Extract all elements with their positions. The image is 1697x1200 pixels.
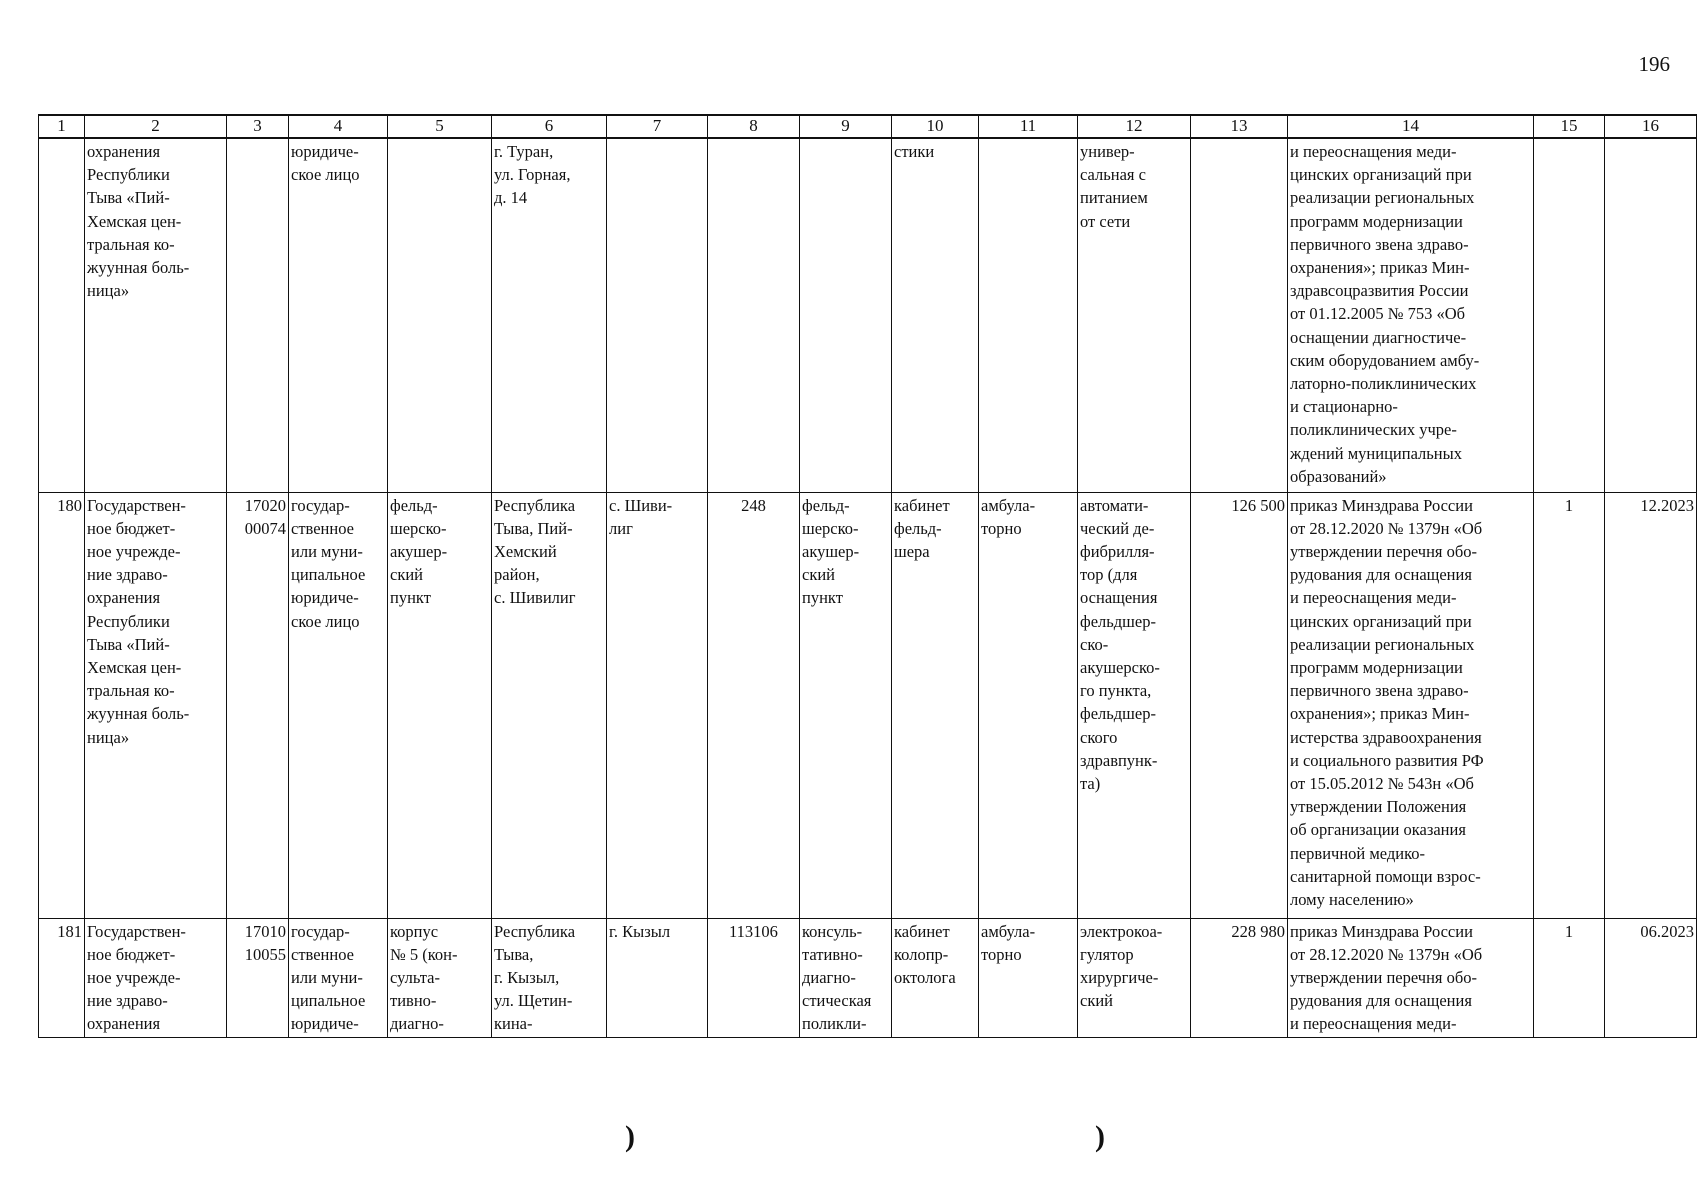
row-number-cell: [39, 138, 85, 492]
basis-cell: приказ Минздрава России от 28.12.2020 № 1379н «Об утверждении перечня обо- рудования для оснащения и переоснащения меди- цинских организаций при реализации региональных программ модернизации первичного звена здраво- охранения»; приказ Мин- истерства здравоохранения и социального развития РФ от 15.05.2012 № 543н «Об утверждении Положения об организации оказания первичной медико- санитарной помощи взрос- лому населению»: [1288, 492, 1534, 918]
unit-cell: фельд- шерско- акушер- ский пункт: [388, 492, 492, 918]
page-number: 196: [1638, 52, 1670, 76]
department-cell: консуль- тативно- диагно- стическая поликли-: [800, 918, 892, 1037]
address-cell: г. Туран, ул. Горная, д. 14: [492, 138, 607, 492]
column-header: 5: [388, 115, 492, 138]
date-cell: 06.2023: [1605, 918, 1697, 1037]
locality-cell: с. Шиви- лиг: [607, 492, 708, 918]
column-header: 12: [1078, 115, 1191, 138]
pen-mark: ): [625, 1120, 635, 1153]
institution-cell: Государствен- ное бюджет- ное учрежде- ние здраво- охранения: [85, 918, 227, 1037]
basis-cell: и переоснащения меди- цинских организаций при реализации региональных программ модернизации первичного звена здраво- охранения»; приказ Мин- здравсоцразвития России от 01.12.2005 № 753 «Об оснащении диагностиче- ским оборудованием амбу- латорно-поликлинических и стационарно- поликлинических учре- ждений муниципальных образований»: [1288, 138, 1534, 492]
column-header: 3: [227, 115, 289, 138]
column-header: 6: [492, 115, 607, 138]
legal-form-cell: государ- ственное или муни- ципальное юридиче-: [289, 918, 388, 1037]
basis-cell: приказ Минздрава России от 28.12.2020 № 1379н «Об утверждении перечня обо- рудования для оснащения и переоснащения меди-: [1288, 918, 1534, 1037]
legal-form-cell: юридиче- ское лицо: [289, 138, 388, 492]
cost-cell: 228 980: [1191, 918, 1288, 1037]
room-cell: кабинет колопр- октолога: [892, 918, 979, 1037]
locality-cell: [607, 138, 708, 492]
table-row: [39, 138, 1697, 492]
room-cell: кабинет фельд- шера: [892, 492, 979, 918]
care-type-cell: [979, 138, 1078, 492]
table-row: [39, 918, 1697, 1037]
column-header: 10: [892, 115, 979, 138]
column-header: 2: [85, 115, 227, 138]
address-cell: Республика Тыва, г. Кызыл, ул. Щетин- кина-: [492, 918, 607, 1037]
locality-cell: г. Кызыл: [607, 918, 708, 1037]
code-cell: [227, 138, 289, 492]
department-cell: фельд- шерско- акушер- ский пункт: [800, 492, 892, 918]
column-header: 7: [607, 115, 708, 138]
institution-cell: Государствен- ное бюджет- ное учрежде- ние здраво- охранения Республики Тыва «Пий- Хемская цен- тральная ко- жуунная боль- ница»: [85, 492, 227, 918]
quantity-cell: 1: [1534, 492, 1605, 918]
date-cell: [1605, 138, 1697, 492]
column-header: 1: [39, 115, 85, 138]
care-type-cell: амбула- торно: [979, 492, 1078, 918]
quantity-cell: 1: [1534, 918, 1605, 1037]
column-8-cell: 248: [708, 492, 800, 918]
pen-mark: ): [1095, 1120, 1105, 1153]
care-type-cell: амбула- торно: [979, 918, 1078, 1037]
unit-cell: корпус № 5 (кон- сульта- тивно- диагно-: [388, 918, 492, 1037]
quantity-cell: [1534, 138, 1605, 492]
column-header: 15: [1534, 115, 1605, 138]
column-header: 9: [800, 115, 892, 138]
department-cell: [800, 138, 892, 492]
equipment-cell: электрокоа- гулятор хирургиче- ский: [1078, 918, 1191, 1037]
equipment-cell: автомати- ческий де- фибрилля- тор (для оснащения фельдшер- ско- акушерско- го пункта, фельдшер- ского здравпунк- та): [1078, 492, 1191, 918]
column-8-cell: 113106: [708, 918, 800, 1037]
room-cell: стики: [892, 138, 979, 492]
code-cell: 17020 00074: [227, 492, 289, 918]
column-header: 14: [1288, 115, 1534, 138]
column-header: 13: [1191, 115, 1288, 138]
unit-cell: [388, 138, 492, 492]
column-header: 4: [289, 115, 388, 138]
equipment-cell: универ- сальная с питанием от сети: [1078, 138, 1191, 492]
cost-cell: 126 500: [1191, 492, 1288, 918]
column-8-cell: [708, 138, 800, 492]
column-header: 16: [1605, 115, 1697, 138]
address-cell: Республика Тыва, Пий- Хемский район, с. Шивилиг: [492, 492, 607, 918]
row-number-cell: 181: [39, 918, 85, 1037]
table-row: [39, 492, 1697, 918]
cost-cell: [1191, 138, 1288, 492]
row-number-cell: 180: [39, 492, 85, 918]
equipment-table: [38, 114, 1697, 1038]
header-row: [39, 115, 1697, 138]
institution-cell: охранения Республики Тыва «Пий- Хемская цен- тральная ко- жуунная боль- ница»: [85, 138, 227, 492]
column-header: 8: [708, 115, 800, 138]
legal-form-cell: государ- ственное или муни- ципальное юридиче- ское лицо: [289, 492, 388, 918]
date-cell: 12.2023: [1605, 492, 1697, 918]
column-header: 11: [979, 115, 1078, 138]
code-cell: 17010 10055: [227, 918, 289, 1037]
